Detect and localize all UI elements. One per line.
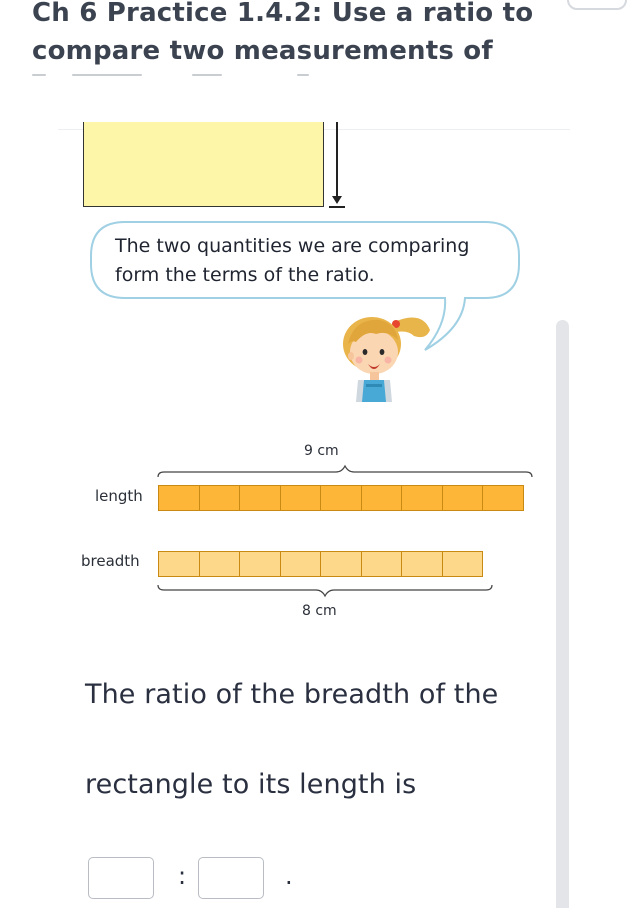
breadth-bar-unit [200,552,241,576]
length-bar-unit [443,486,484,510]
length-bar-unit [159,486,200,510]
length-brace [156,464,534,478]
sentence-period: . [285,862,293,890]
length-bar-unit [200,486,241,510]
speech-bubble-text: The two quantities we are comparing form the terms of the ratio. [115,235,470,286]
length-bar-unit [281,486,322,510]
answer-input-length[interactable] [198,857,264,899]
question-line-2: rectangle to its length is [85,769,417,800]
rectangle-figure [83,122,324,207]
length-bar [158,485,524,511]
question-line-1: The ratio of the breadth of the [85,679,499,710]
girl-character-image [330,300,440,410]
menu-toggle[interactable] [567,0,627,10]
length-bar-unit [362,486,403,510]
length-bar-unit [402,486,443,510]
breadth-bar-unit [402,552,443,576]
breadth-bar-unit [321,552,362,576]
breadth-bar-unit [281,552,322,576]
breadth-bar [158,551,483,577]
length-bar-unit [483,486,524,510]
length-bar-unit [240,486,281,510]
breadth-bar-unit [159,552,200,576]
breadth-arrow-line [336,122,338,200]
breadth-brace [156,584,494,598]
length-bar-unit [321,486,362,510]
breadth-measure-label: 8 cm [302,603,337,619]
breadth-bar-unit [362,552,403,576]
title-overflow-fragment [32,74,332,80]
length-measure-label: 9 cm [304,443,339,459]
breadth-arrow-base [329,206,345,208]
length-label: length [95,487,143,505]
breadth-bar-unit [240,552,281,576]
arrow-down-icon [332,196,342,204]
breadth-bar-unit [443,552,484,576]
page-title: Ch 6 Practice 1.4.2: Use a ratio to compare two measurements of [32,0,534,66]
answer-input-breadth[interactable] [88,857,154,899]
ratio-colon: : [178,862,187,890]
vertical-scrollbar[interactable] [556,320,569,908]
breadth-label: breadth [81,552,140,570]
